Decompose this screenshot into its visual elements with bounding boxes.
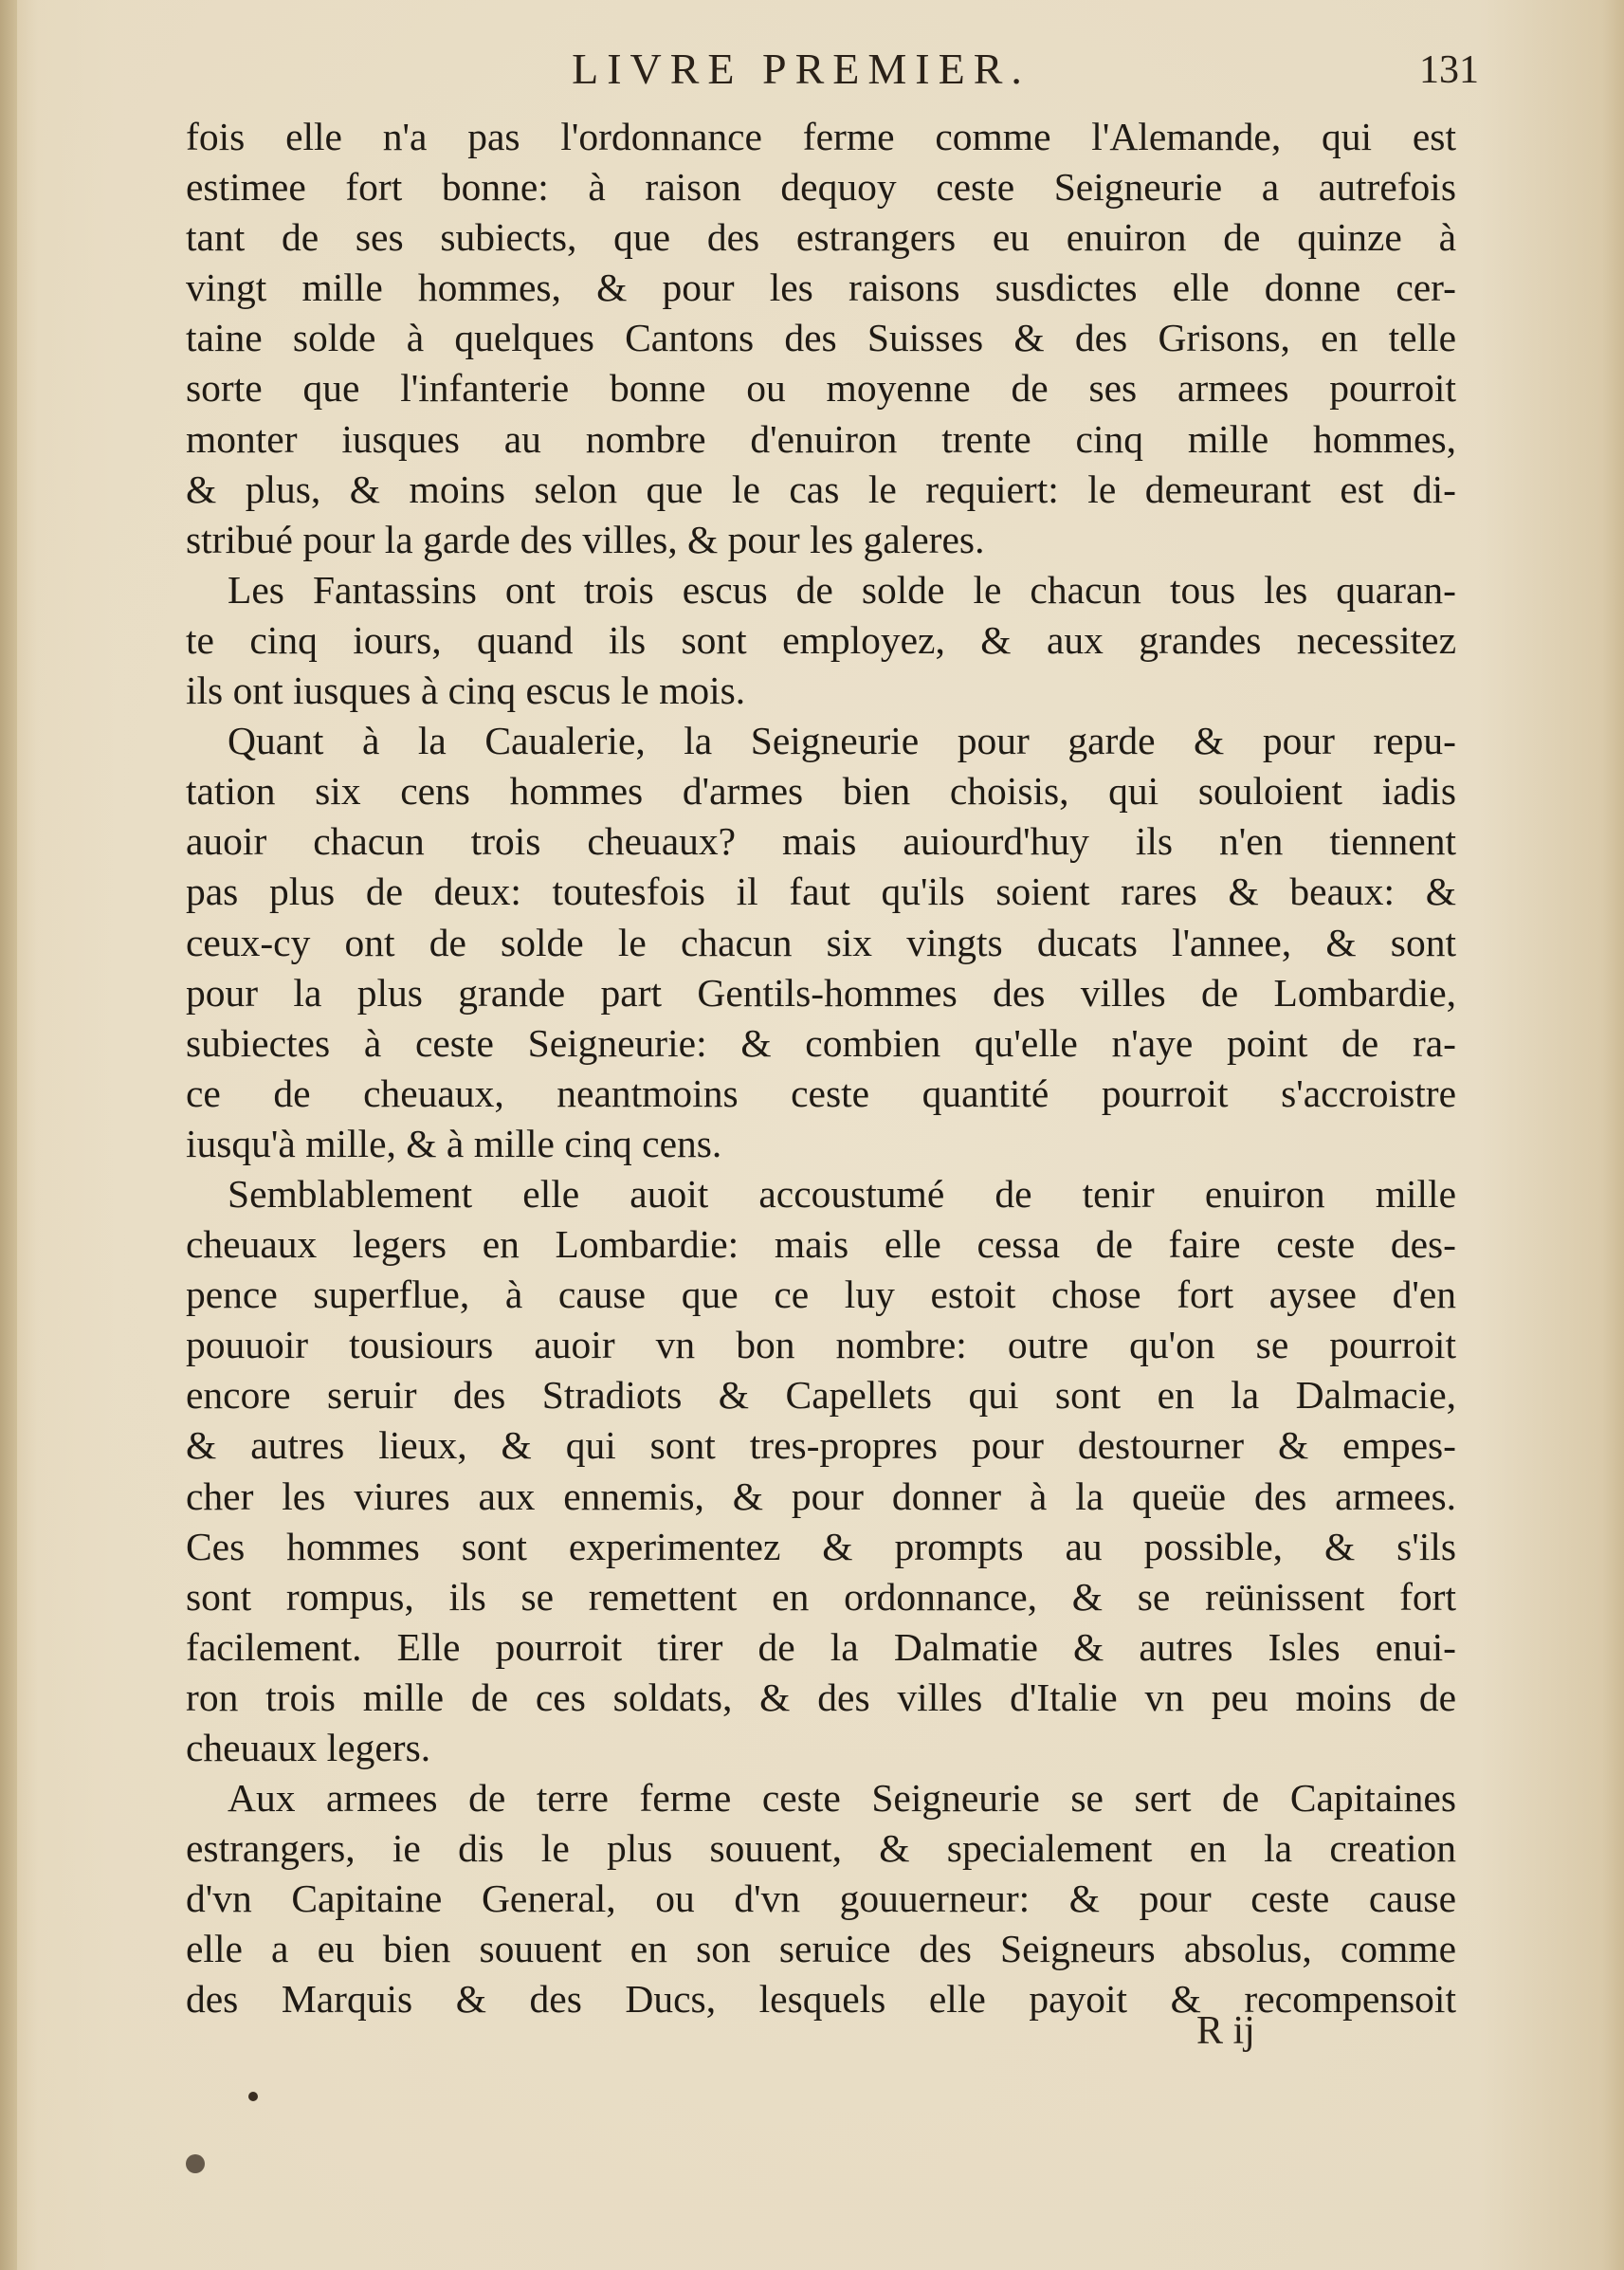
text-line: tant de ses subiects, que des estrangers eu enuiron de quinze à xyxy=(186,215,1456,260)
text-line: te cinq iours, quand ils sont employez, & aux grandes necessitez xyxy=(186,617,1456,662)
text-line: monter iusques au nombre d'enuiron trente cinq mille hommes, xyxy=(186,416,1456,461)
text-line: subiectes à ceste Seigneurie: & combien qu'elle n'aye point de ra- xyxy=(186,1020,1456,1065)
body-text xyxy=(186,112,1456,2025)
text-line: ce de cheuaux, neantmoins ceste quantité pourroit s'accroistre xyxy=(186,1071,1456,1115)
text-line: fois elle n'a pas l'ordonnance ferme comme l'Alemande, qui est xyxy=(186,115,1456,158)
text-line: pouuoir tousiours auoir vn bon nombre: outre qu'on se pourroit xyxy=(186,1323,1456,1367)
text-line: ron trois mille de ces soldats, & des villes d'Italie vn peu moins de xyxy=(186,1675,1456,1719)
page-header xyxy=(142,40,1479,106)
text-line: cheuaux legers. xyxy=(186,1726,431,1769)
text-line: Les Fantassins ont trois escus de solde le chacun tous les quaran- xyxy=(228,567,1456,612)
binding-gutter xyxy=(0,0,17,2270)
text-line: cher les viures aux ennemis, & pour donner à la queüe des armees. xyxy=(186,1474,1456,1518)
text-line: Quant à la Caualerie, la Seigneurie pour garde & pour repu- xyxy=(228,719,1456,763)
ink-blot xyxy=(186,2154,205,2173)
text-line: estimee fort bonne: à raison dequoy ceste Seigneurie a autrefois xyxy=(186,165,1456,210)
running-head: LIVRE PREMIER. xyxy=(572,45,1031,93)
text-line: ils ont iusques à cinq escus le mois. xyxy=(186,668,746,713)
text-line: Ces hommes sont experimentez & prompts au possible, & s'ils xyxy=(186,1524,1456,1568)
text-line: Aux armees de terre ferme ceste Seigneurie se sert de Capitaines xyxy=(228,1776,1456,1821)
text-line: Semblablement elle auoit accoustumé de tenir enuiron mille xyxy=(228,1171,1456,1216)
text-line: vingt mille hommes, & pour les raisons susdictes elle donne cer- xyxy=(186,265,1456,310)
ink-speck xyxy=(248,2092,258,2101)
text-line: des Marquis & des Ducs, lesquels elle payoit & recompensoit xyxy=(186,1977,1456,2022)
page-number: 131 xyxy=(1419,48,1479,92)
text-line: pas plus de deux: toutesfois il faut qu'ils soient rares & beaux: & xyxy=(186,870,1456,914)
text-line: elle a eu bien souuent en son seruice des Seigneurs absolus, comme xyxy=(186,1927,1456,1971)
text-line: sorte que l'infanterie bonne ou moyenne de ses armees pourroit xyxy=(186,366,1456,411)
text-line: estrangers, ie dis le plus souuent, & specialement en la creation xyxy=(186,1826,1456,1871)
text-line: iusqu'à mille, & à mille cinq cens. xyxy=(186,1121,722,1165)
text-line: ceux-cy ont de solde le chacun six vingts ducats l'annee, & sont xyxy=(186,920,1456,964)
signature-mark: R ij xyxy=(1196,2009,1255,2053)
text-line: sont rompus, ils se remettent en ordonnance, & se reünissent fort xyxy=(186,1574,1456,1619)
text-line: taine solde à quelques Cantons des Suisses & des Grisons, en telle xyxy=(186,316,1456,360)
text-line: & autres lieux, & qui sont tres-propres pour destourner & empes- xyxy=(186,1423,1456,1468)
text-line: stribué pour la garde des villes, & pour les galeres. xyxy=(186,517,985,561)
text-line: pour la plus grande part Gentils-hommes des villes de Lombardie, xyxy=(186,970,1456,1015)
text-line: cheuaux legers en Lombardie: mais elle cessa de faire ceste des- xyxy=(186,1222,1456,1267)
text-line: d'vn Capitaine General, ou d'vn gouuerneur: & pour ceste cause xyxy=(186,1876,1456,1921)
text-line: encore seruir des Stradiots & Capellets qui sont en la Dalmacie, xyxy=(186,1373,1456,1418)
text-line: & plus, & moins selon que le cas le requiert: le demeurant est di- xyxy=(186,467,1456,511)
text-line: auoir chacun trois cheuaux? mais auiourd'huy ils n'en tiennent xyxy=(186,819,1456,864)
text-line: tation six cens hommes d'armes bien choisis, qui souloient iadis xyxy=(186,769,1456,814)
text-line: facilement. Elle pourroit tirer de la Dalmatie & autres Isles enui- xyxy=(186,1624,1456,1669)
text-line: pence superflue, à cause que ce luy estoit chose fort aysee d'en xyxy=(186,1272,1456,1317)
